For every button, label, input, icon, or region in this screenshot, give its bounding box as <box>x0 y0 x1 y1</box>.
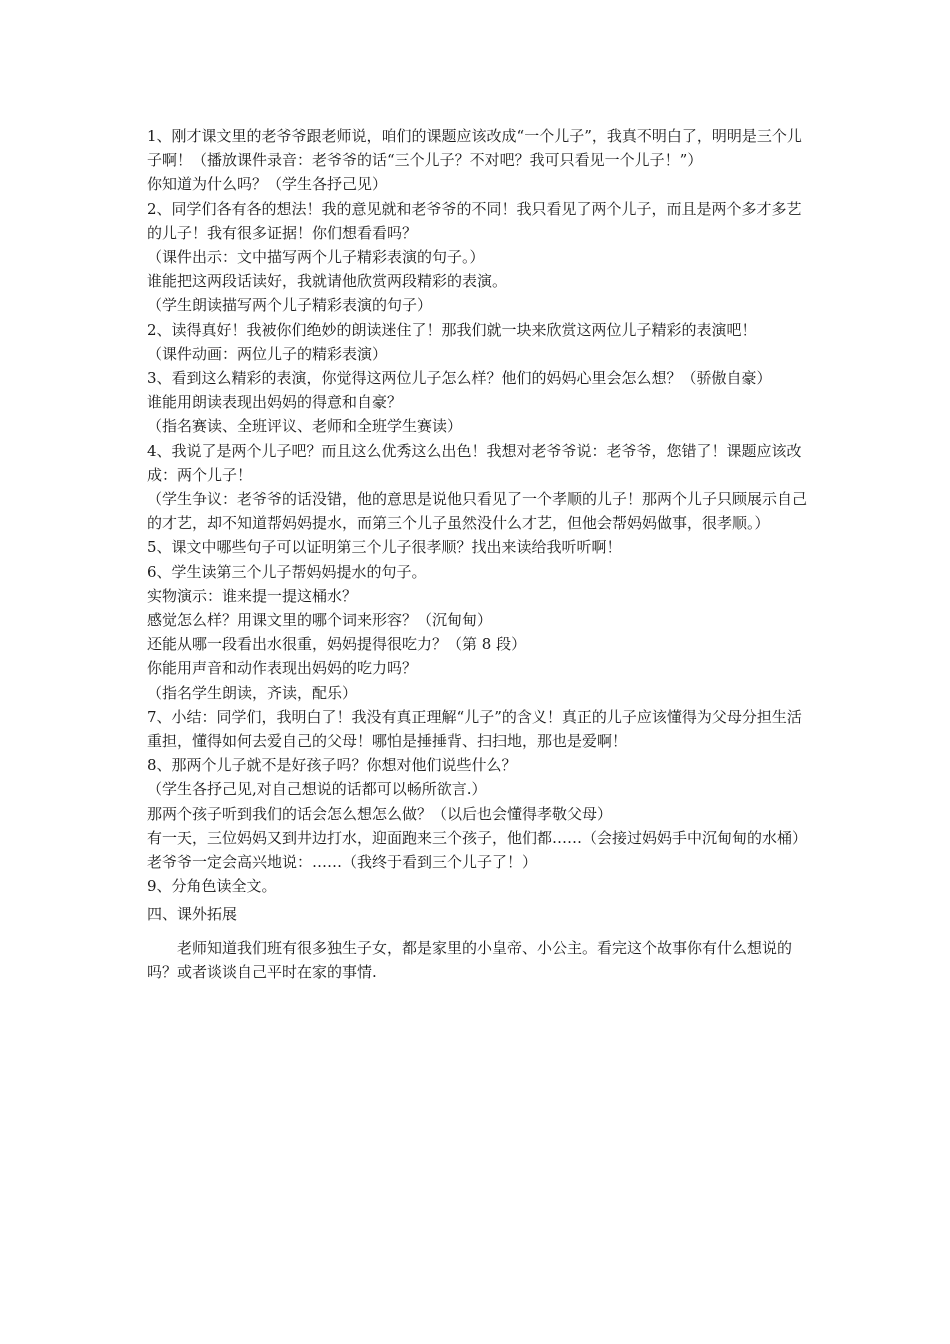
paragraph-1: 1、刚才课文里的老爷爷跟老师说，咱们的课题应该改成“一个儿子”，我真不明白了，明明是三个儿子啊！（播放课件录音：老爷爷的话“三个儿子？不对吧？我可只看见一个儿子！”） <box>147 127 802 170</box>
paragraph-14: 5、课文中哪些句子可以证明第三个儿子很孝顺？找出来读给我听听啊！ <box>147 538 622 557</box>
paragraph-19: 你能用声音和动作表现出妈妈的吃力吗？ <box>147 659 418 678</box>
paragraph-25: 有一天，三位妈妈又到井边打水，迎面跑来三个孩子，他们都……（会接过妈妈手中沉甸甸的水桶）老爷爷一定会高兴地说：……（我终于看到三个儿子了！） <box>147 828 808 872</box>
paragraph-2: 你知道为什么吗？（学生各抒己见） <box>147 175 388 194</box>
paragraph-3: 2、同学们各有各的想法！我的意见就和老爷爷的不同！我只看见了两个儿子，而且是两个多才多艺的儿子！我有很多证据！你们想看看吗？ <box>147 199 802 242</box>
paragraph-13: （学生争议：老爷爷的话没错，他的意思是说他只看见了一个孝顺的儿子！那两个儿子只顾展示自己的才艺，却不知道帮妈妈提水，而第三个儿子虽然没什么才艺，但他会帮妈妈做事，很孝顺。） <box>147 490 808 533</box>
paragraph-18: 还能从哪一段看出水很重，妈妈提得很吃力？（第 8 段） <box>147 635 527 654</box>
closing-paragraph: 老师知道我们班有很多独生子女，都是家里的小皇帝、小公主。看完这个故事你有什么想说的吗？或者谈谈自己平时在家的事情. <box>147 938 793 981</box>
section-heading: 四、课外拓展 <box>147 904 238 923</box>
paragraph-6: （学生朗读描写两个儿子精彩表演的句子） <box>147 296 433 315</box>
paragraph-15: 6、学生读第三个儿子帮妈妈提水的句子。 <box>147 562 427 581</box>
paragraph-12: 4、我说了是两个儿子吧？而且这么优秀这么出色！我想对老爷爷说：老爷爷，您错了！课题应该改成：两个儿子！ <box>147 441 802 484</box>
paragraph-8: （课件动画：两位儿子的精彩表演） <box>147 344 388 363</box>
paragraph-9: 3、看到这么精彩的表演，你觉得这两位儿子怎么样？他们的妈妈心里会怎么想？（骄傲自豪） <box>147 369 772 388</box>
paragraph-20: （指名学生朗读，齐读，配乐） <box>147 683 358 702</box>
paragraph-11: （指名赛读、全班评议、老师和全班学生赛读） <box>147 417 463 436</box>
paragraph-16: 实物演示：谁来提一提这桶水？ <box>147 586 358 605</box>
paragraph-21: 7、小结：同学们，我明白了！我没有真正理解“儿子”的含义！真正的儿子应该懂得为父母分担生活重担，懂得如何去爱自己的父母！哪怕是捶捶背、扫扫地，那也是爱啊！ <box>147 707 802 751</box>
paragraph-7: 2、读得真好！我被你们绝妙的朗读迷住了！那我们就一块来欣赏这两位儿子精彩的表演吧！ <box>147 320 757 339</box>
paragraph-22: 8、那两个儿子就不是好孩子吗？你想对他们说些什么？ <box>147 756 517 775</box>
paragraph-5: 谁能把这两段话读好，我就请他欣赏两段精彩的表演。 <box>147 272 508 291</box>
paragraph-17: 感觉怎么样？用课文里的哪个词来形容？（沉甸甸） <box>147 611 493 630</box>
paragraph-26: 9、分角色读全文。 <box>147 877 277 896</box>
paragraph-24: 那两个孩子听到我们的话会怎么想怎么做？（以后也会懂得孝敬父母） <box>147 804 613 823</box>
paragraph-23: （学生各抒己见,对自己想说的话都可以畅所欲言.） <box>147 780 487 799</box>
paragraph-10: 谁能用朗读表现出妈妈的得意和自豪？ <box>147 393 403 412</box>
paragraph-4: （课件出示：文中描写两个儿子精彩表演的句子。） <box>147 248 485 267</box>
document-page <box>147 124 813 984</box>
